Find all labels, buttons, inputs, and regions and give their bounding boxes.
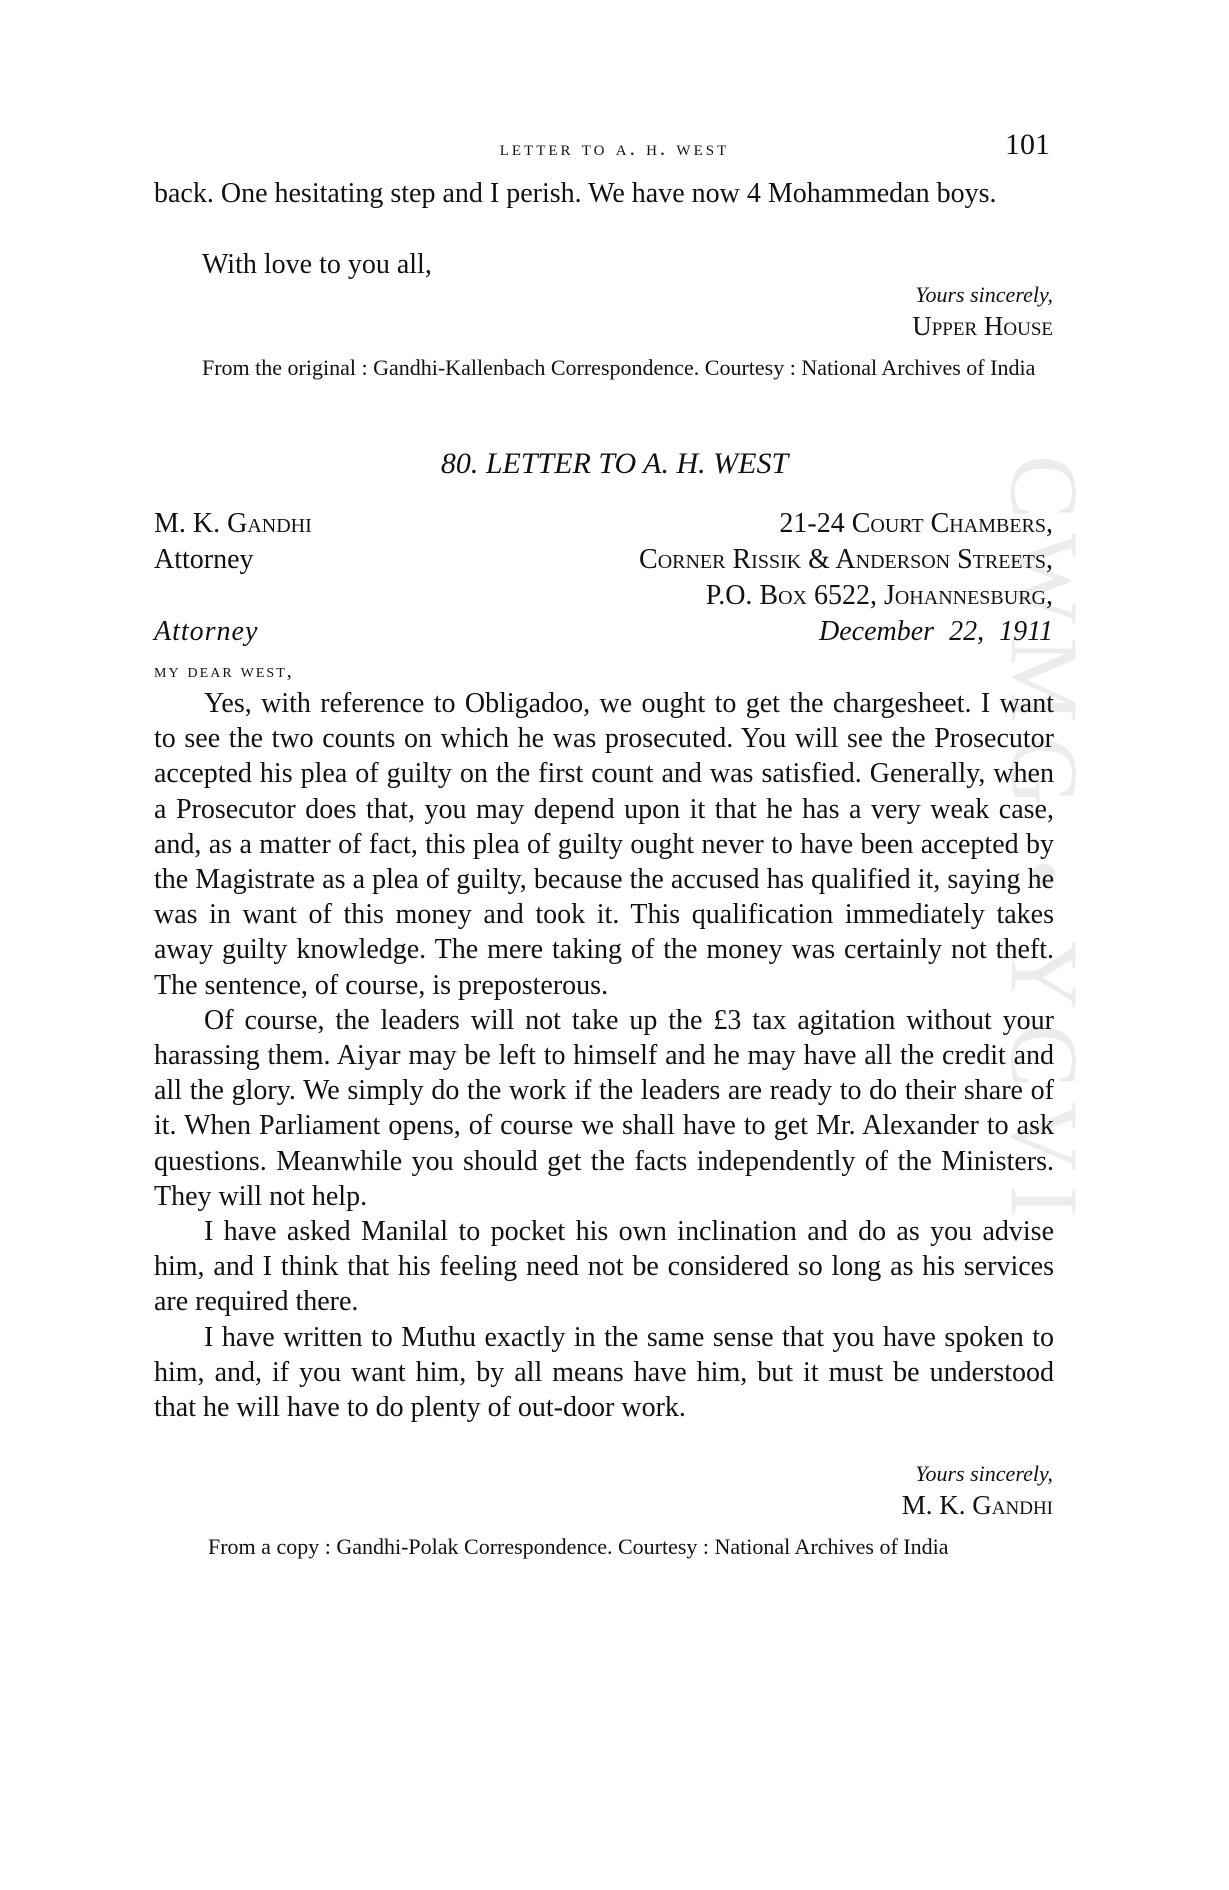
body-paragraph: Of course, the leaders will not take up the £3 tax agitation without your harassing them. Aiyar may be left to himself and he may have all the credit and all the glory. We simply do the work if the leaders are ready to do their share of it. When Parliament opens, of course we shall have to get Mr. Alexander to ask questions. Meanwhile you should get the facts independently of the Ministers. They will not help. bbox=[154, 1004, 1054, 1212]
previous-letter-farewell: With love to you all, bbox=[202, 249, 432, 280]
running-head: letter to a. h. west bbox=[499, 136, 730, 160]
letter-source: From a copy : Gandhi-Polak Correspondence. Courtesy : National Archives of India bbox=[208, 1534, 949, 1559]
address-line-2: Corner Rissik & Anderson Streets, bbox=[639, 544, 1053, 575]
letter-title: 80. LETTER TO A. H. WEST bbox=[440, 447, 789, 480]
body-paragraph: Yes, with reference to Obligadoo, we ought to get the chargesheet. I want to see the two counts on which he was prosecuted. You will see the Prosecutor accepted his plea of guilty on the first count and was satisfied. Generally, when a Prosecutor does that, you may depend upon it that he has a very weak case, and, as a matter of fact, this plea of guilty ought never to have been accepted by the Magistrate as a plea of guilty, because the accused has qualified it, saying he was in want of this money and took it. This qualification immediately takes away guilty knowledge. The mere taking of the money was certainly not theft. The sentence, of course, is preposterous. bbox=[154, 688, 1054, 1001]
body-paragraph: I have asked Manilal to pocket his own inclination and do as you advise him, and I think that his feeling need not be considered so long as his services are required there. bbox=[154, 1216, 1054, 1318]
previous-letter-signature: Upper House bbox=[912, 311, 1053, 341]
sender-role: Attorney bbox=[154, 544, 254, 575]
letter-valediction: Yours sincerely, bbox=[915, 1461, 1053, 1486]
previous-letter-closing: back. One hesitating step and I perish. We have now 4 Mohammedan boys. bbox=[154, 178, 997, 209]
sender-name: M. K. Gandhi bbox=[154, 508, 312, 539]
watermark: CWMG • YCVI bbox=[991, 455, 1098, 1232]
salutation: my dear west, bbox=[154, 660, 294, 682]
letter-date: December 22, 1911 bbox=[819, 616, 1053, 647]
body-paragraph: I have written to Muthu exactly in the same sense that you have spoken to him, and, if you want him, by all means have him, but it must be understood that he will have to do plenty of out-door work. bbox=[154, 1321, 1054, 1424]
previous-letter-source: From the original : Gandhi-Kallenbach Correspondence. Courtesy : National Archives of India bbox=[202, 355, 1036, 380]
page-number: 101 bbox=[1005, 128, 1050, 161]
previous-letter-valediction: Yours sincerely, bbox=[915, 282, 1053, 307]
address-line-1: 21-24 Court Chambers, bbox=[779, 508, 1053, 539]
sender-role-repeat: Attorney bbox=[154, 616, 259, 647]
letter-signature: M. K. Gandhi bbox=[901, 1490, 1053, 1520]
letter-body bbox=[154, 686, 1054, 1425]
address-line-3: P.O. Box 6522, Johannesburg, bbox=[705, 580, 1053, 611]
